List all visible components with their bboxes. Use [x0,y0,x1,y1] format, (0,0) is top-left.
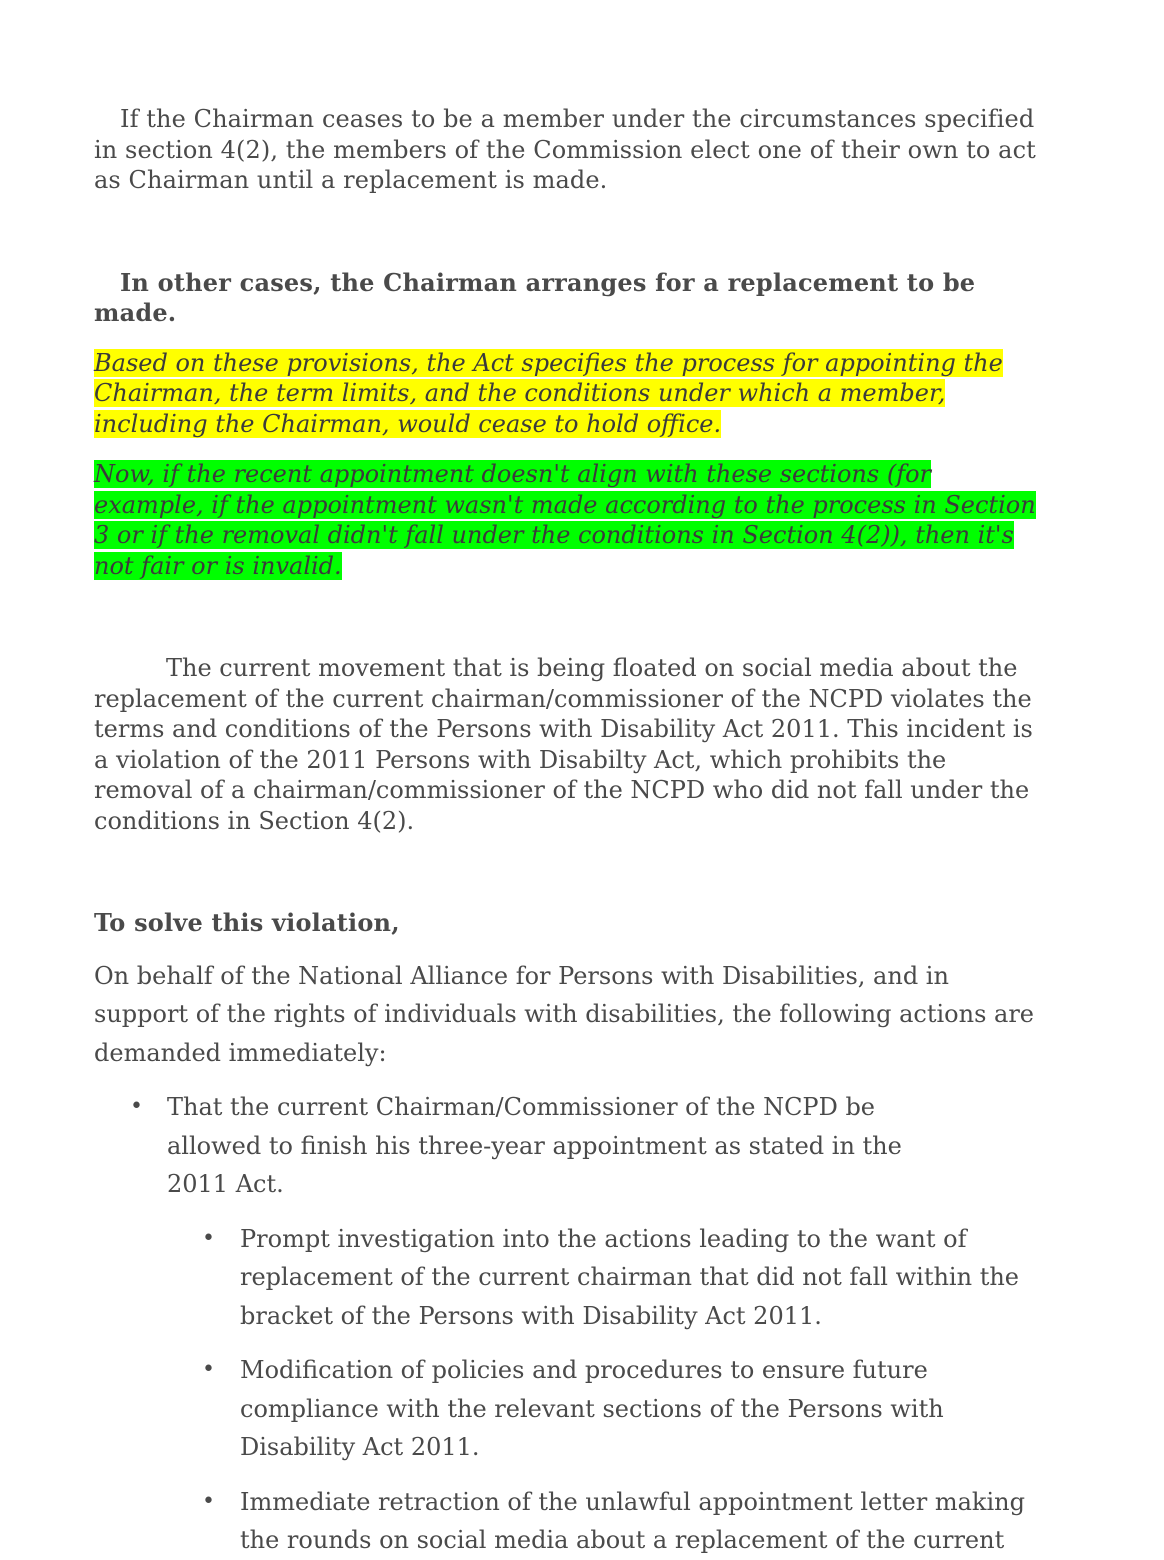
paragraph-on-behalf: On behalf of the National Alliance for Persons with Disabilities, and in support of the rights of individuals with disabilities, the following actions are demanded immediately: [94,961,1035,1067]
yellow-highlight-text: Based on these provisions, the Act specifies the process for appointing the Chairman, the term limits, and the conditions under which a member, including the Chairman, would cease to hold office. [94,348,1003,438]
list-item [94,1088,967,1204]
list-item [94,1483,1040,1560]
paragraph-appointment-highlighted [94,459,1042,581]
paragraph-chairman-ceases: If the Chairman ceases to be a member under the circumstances specified in section 4(2), the members of the Commission elect one of their own to act as Chairman until a replacement is made. [94,105,1036,194]
list-item-text: Prompt investigation into the actions leading to the want of replacement of the current chairman that did not fall within the bracket of the Persons with Disability Act 2011. [240,1224,1019,1330]
paragraph-other-cases: In other cases, the Chairman arranges for a replacement to be made. [94,267,976,327]
bullet-icon: • [202,1225,215,1251]
bullet-icon: • [130,1094,143,1119]
demands-list [94,1088,1042,1560]
list-item-text: That the current Chairman/Commissioner of the NCPD be allowed to finish his three-year appointment as stated in the 2011 Act. [167,1093,902,1198]
paragraph-current-movement: The current movement that is being floated on social media about the replacement of the current chairman/commissioner of the NCPD violates the terms and conditions of the Persons with Disability Act 2011. This incident is a violation of the 2011 Persons with Disabilty Act, which prohibits the removal of a chairman/commissioner of the NCPD who did not fall under the conditions in Section 4(2). [94,654,1033,835]
green-highlight-text: Now, if the recent appointment doesn't align with these sections (for example, if the appointment wasn't made according to the process in Section 3 or if the removal didn't fall under the conditions in Section 4(2)), then it's not fair or is invalid. [94,460,1036,580]
paragraph-provisions-highlighted [94,348,1042,440]
bullet-icon: • [202,1357,215,1382]
heading-solve-violation: To solve this violation, [94,908,400,937]
list-item-text: Immediate retraction of the unlawful appointment letter making the rounds on social media about a replacement of the current [240,1487,1025,1554]
list-item-text: Modification of policies and procedures to ensure future compliance with the relevant sections of the Persons with Disability Act 2011. [240,1356,944,1461]
bullet-icon: • [202,1488,215,1514]
list-item [94,1351,1040,1467]
list-item [94,1220,1040,1336]
document-page [94,104,1042,1560]
